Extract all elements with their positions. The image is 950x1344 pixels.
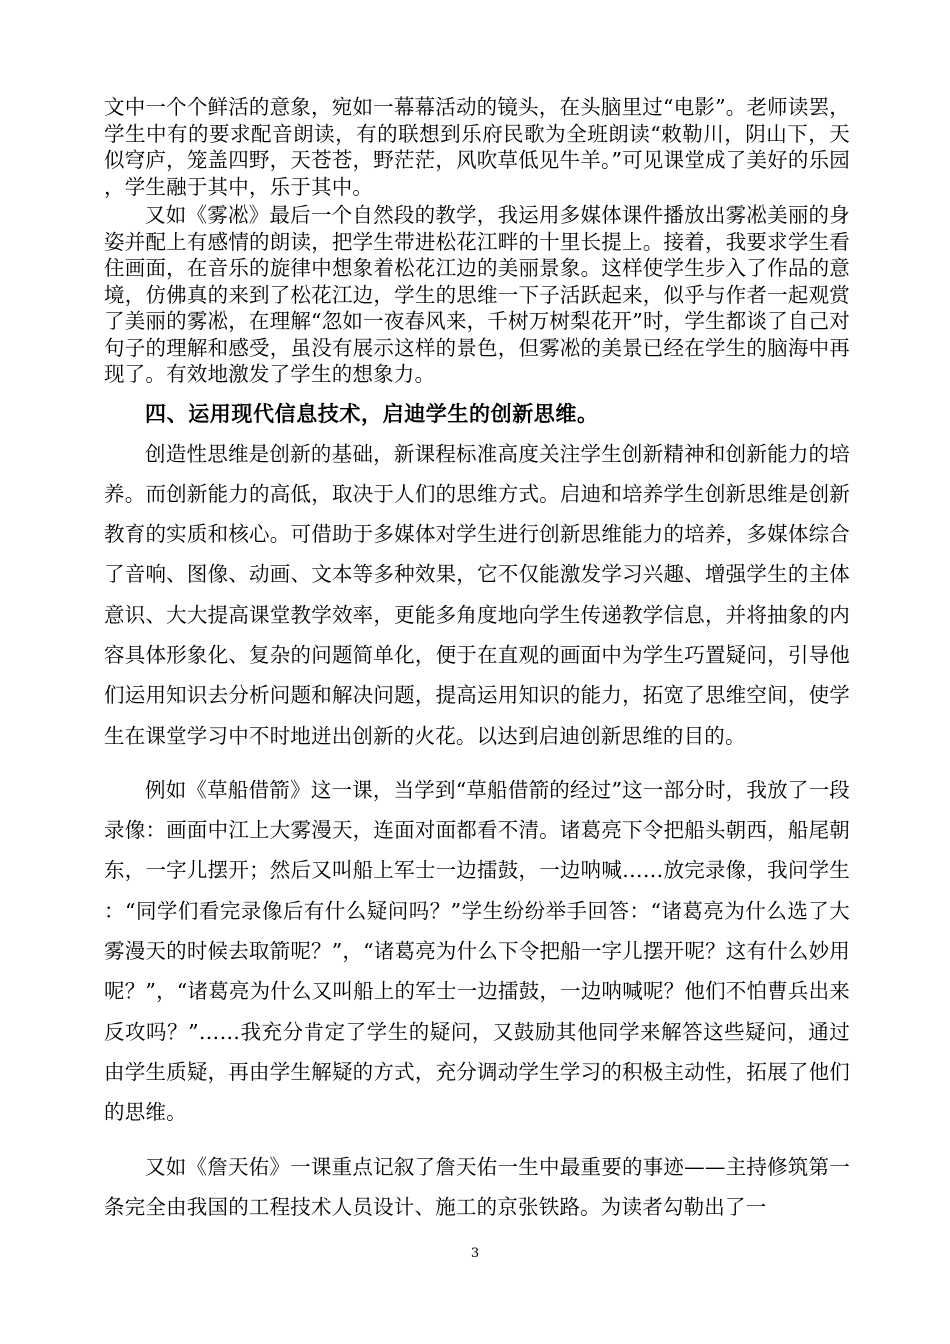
paragraph-continuation: 文中一个个鲜活的意象，宛如一幕幕活动的镜头，在头脑里过“电影”。老师读罢，学生中有的要求配音朗读，有的联想到乐府民歌为全班朗读“敕勒川，阴山下，天似穹庐，笼盖四野，天苍苍，野茫茫，风吹草低见牛羊。”可见课堂成了美好的乐园，学生融于其中，乐于其中。 [104,95,850,199]
paragraph-wusong-example: 又如《雾凇》最后一个自然段的教学，我运用多媒体课件播放出雾凇美丽的身姿并配上有感情的朗读，把学生带进松花江畔的十里长提上。接着，我要求学生看住画面，在音乐的旋律中想象着松花江边的美丽景象。这样使学生步入了作品的意境，仿佛真的来到了松花江边，学生的思维一下子活跃起来，似乎与作者一起观赏了美丽的雾凇，在理解“忽如一夜春风来，千树万树梨花开”时，学生都谈了自己对句子的理解和感受，虽没有展示这样的景色，但雾凇的美景已经在学生的脑海中再现了。有效地激发了学生的想象力。 [104,203,850,386]
paragraph-innovation-thinking: 创造性思维是创新的基础，新课程标准高度关注学生创新精神和创新能力的培养。而创新能力的高低，取决于人们的思维方式。启迪和培养学生创新思维是创新教育的实质和核心。可借助于多媒体对学生进行创新思维能力的培养，多媒体综合了音响、图像、动画、文本等多种效果，它不仅能激发学习兴趣、增强学生的主体意识、大大提高课堂教学效率，更能多角度地向学生传递教学信息，并将抽象的内容具体形象化、复杂的问题简单化，便于在直观的画面中为学生巧置疑问，引导他们运用知识去分析问题和解决问题，提高运用知识的能力，拓宽了思维空间，使学生在课堂学习中不时地迸出创新的火花。以达到启迪创新思维的目的。 [104,441,850,748]
section-heading: 四、运用现代信息技术，启迪学生的创新思维。 [145,400,599,426]
page-number: 3 [470,1246,480,1261]
paragraph-caochuan-example: 例如《草船借箭》这一课，当学到“草船借箭的经过”这一部分时，我放了一段录像：画面中江上大雾漫天，连面对面都看不清。诸葛亮下令把船头朝西，船尾朝东，一字儿摆开；然后又叫船上军士一边擂鼓，一边呐喊……放完录像，我问学生：“同学们看完录像后有什么疑问吗？”学生纷纷举手回答：“诸葛亮为什么选了大雾漫天的时候去取箭呢？”，“诸葛亮为什么下令把船一字儿摆开呢？这有什么妙用呢？”，“诸葛亮为什么又叫船上的军士一边擂鼓，一边呐喊呢？他们不怕曹兵出来反攻吗？”……我充分肯定了学生的疑问，又鼓励其他同学来解答这些疑问，通过由学生质疑，再由学生解疑的方式，充分调动学生学习的积极主动性，拓展了他们的思维。 [104,777,850,1125]
document-body [104,94,850,1227]
paragraph-zhantianyou-example: 又如《詹天佑》一课重点记叙了詹天佑一生中最重要的事迹——主持修筑第一条完全由我国的工程技术人员设计、施工的京张铁路。为读者勾勒出了一 [104,1154,850,1219]
